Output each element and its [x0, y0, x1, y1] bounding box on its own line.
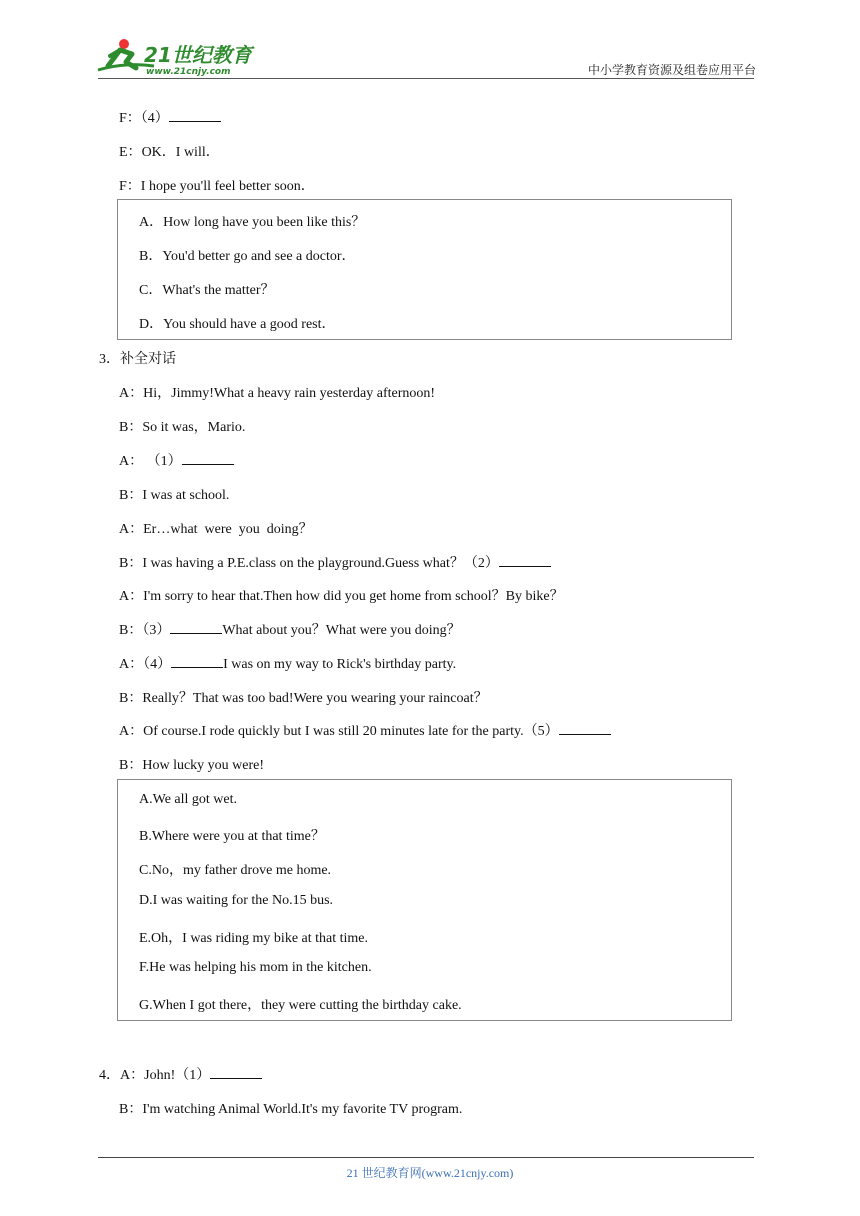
logo-url: www.21cnjy.com [146, 67, 231, 77]
option-item: G.When I got there，they were cutting the birthday cake. [139, 998, 462, 1013]
option-item: C.No，my father drove me home. [139, 863, 332, 878]
dialogue-line: A：Of course.I rode quickly but I was still 20 minutes late for the party.（5） [119, 720, 611, 740]
footer-divider [98, 1157, 754, 1158]
options-box-1 [117, 199, 732, 340]
dialogue-line: A：I'm sorry to hear that.Then how did you get home from school？By bike？ [119, 589, 564, 604]
dialogue-line: A：Er…what were you doing？ [119, 522, 313, 537]
answer-blank[interactable] [170, 621, 222, 634]
option-item: D.I was waiting for the No.15 bus. [139, 893, 334, 908]
answer-blank[interactable] [169, 109, 221, 122]
footer-text[interactable]: 21 世纪教育网(www.21cnjy.com) [346, 1166, 514, 1180]
options-box-2 [117, 779, 732, 1021]
option-item: E.Oh，I was riding my bike at that time. [139, 931, 369, 946]
answer-blank[interactable] [210, 1066, 262, 1079]
dialogue-line: B：How lucky you were! [119, 758, 265, 773]
dialogue-line: A：（4） I was on my way to Rick's birthday party. [119, 657, 457, 672]
dialogue-line: B：I was having a P.E.class on the playground.Guess what？（2） [119, 552, 551, 572]
option-item: B．You'd better go and see a doctor． [139, 249, 356, 264]
dialogue-line: B：I'm watching Animal World.It's my favorite TV program. [119, 1102, 463, 1117]
option-item: B.Where were you at that time？ [139, 829, 325, 844]
question-3-title: 3．补全对话 [99, 352, 176, 367]
dialogue-line: E：OK．I will． [119, 145, 220, 160]
option-item: F.He was helping his mom in the kitchen. [139, 960, 372, 975]
dialogue-line: A： （1） [119, 450, 234, 470]
option-item: A.We all got wet. [139, 792, 238, 807]
answer-blank[interactable] [559, 722, 611, 735]
logo-text: 21世纪教育 [144, 43, 252, 67]
site-logo [94, 36, 259, 78]
dialogue-line: B：I was at school. [119, 488, 230, 503]
header-divider [98, 78, 754, 79]
dialogue-line: 4．A：John!（1） [99, 1064, 262, 1084]
dialogue-line: B：（3） What about you？What were you doing？ [119, 623, 461, 638]
answer-blank[interactable] [499, 554, 551, 567]
dialogue-line: F：I hope you'll feel better soon． [119, 179, 315, 194]
answer-blank[interactable] [171, 655, 223, 668]
option-item: D．You should have a good rest． [139, 317, 336, 332]
dialogue-line: B：Really？That was too bad!Were you wearing your raincoat？ [119, 691, 488, 706]
header-platform-text: 中小学教育资源及组卷应用平台 [587, 63, 756, 77]
dialogue-line: A：Hi，Jimmy!What a heavy rain yesterday afternoon! [119, 386, 436, 401]
option-item: A．How long have you been like this？ [139, 215, 366, 230]
dialogue-line: B：So it was，Mario. [119, 420, 246, 435]
answer-blank[interactable] [182, 452, 234, 465]
option-item: C．What's the matter？ [139, 283, 275, 298]
dialogue-line: F：（4） [119, 107, 221, 127]
